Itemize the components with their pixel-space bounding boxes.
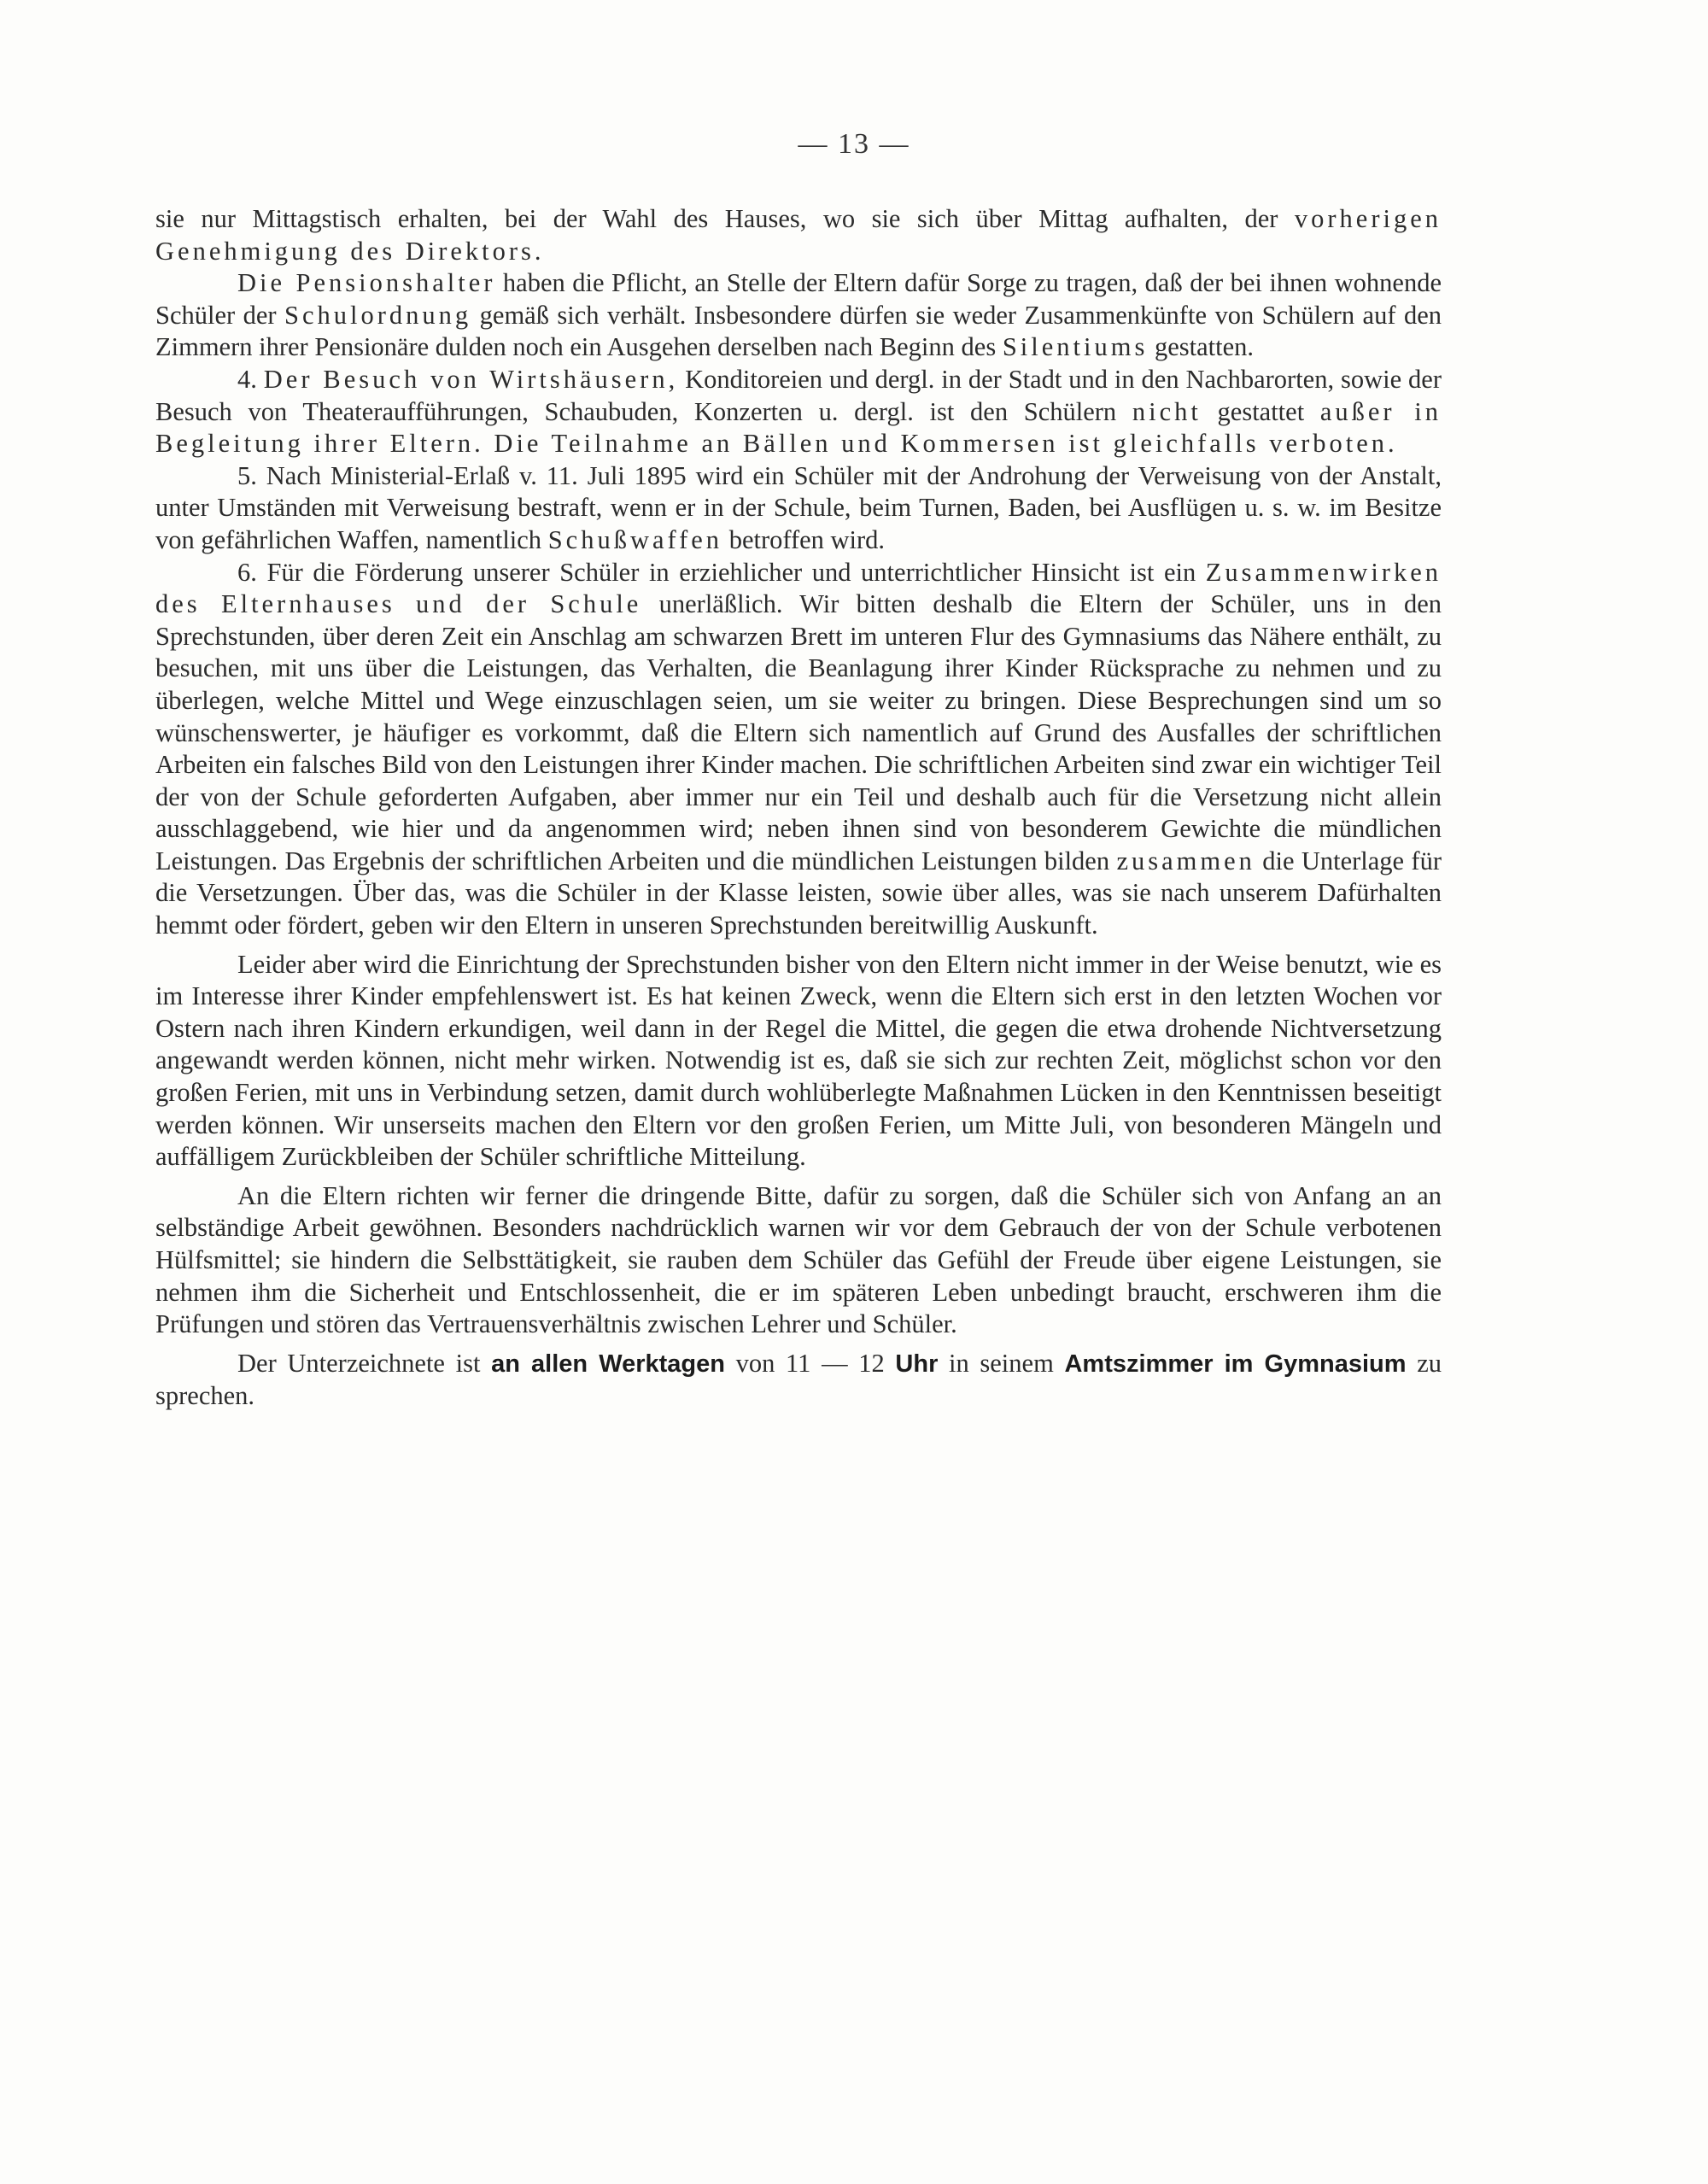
bold-text: Uhr — [895, 1350, 939, 1378]
spaced-text: Silentiums — [1002, 332, 1149, 362]
paragraph-gap — [155, 942, 1442, 949]
paragraph-5-ministerial-erlass — [155, 460, 1442, 557]
text-run: von 11 — 12 — [724, 1348, 896, 1378]
spaced-text: Schußwaffen — [547, 524, 723, 554]
text-run: gestattet — [1201, 396, 1320, 426]
paragraph-gap — [155, 1174, 1442, 1180]
text-run: Der Unterzeichnete ist — [237, 1348, 492, 1378]
paragraph-bitte: An die Eltern richten wir ferner die dringende Bitte, dafür zu sorgen, daß die Schüler sich von Anfang an an selbständige Arbeit gewöhnen. Besonders nachdrücklich warnen wir vor dem Gebrauch der von der Schule verbotenen Hülfsmittel; sie hindern die Selbsttätigkeit, sie rauben dem Schüler das Gefühl der Freude über eigene Leistungen, sie nehmen ihm die Sicherheit und Entschlossenheit, die er im späteren Leben unbedingt braucht, erschweren ihm die Prüfungen und stören das Vertrauensverhältnis zwischen Lehrer und Schüler. — [155, 1180, 1442, 1339]
text-run: die Unterlage für die Versetzungen. Über das, was die Schüler in der Klasse leisten, sowie über alles, was sie nach unserem Dafürhalten hemmt oder fördert, geben wir den Eltern in unseren Sprechstunden bereitwillig Auskunft. — [155, 846, 1442, 940]
spaced-text: Der Besuch von Wirtshäusern, — [263, 364, 679, 394]
text-run: gestatten. — [1148, 332, 1254, 362]
spaced-text: nicht — [1132, 396, 1202, 426]
spaced-text: vorherigen Genehmigung des Direktors. — [155, 204, 1442, 266]
text-run: betroffen wird. — [722, 524, 886, 554]
text-run: 6. Für die Förderung unserer Schüler in erziehlicher und unterrichtlicher Hinsicht ist ein — [237, 557, 1206, 587]
text-run: unerläßlich. Wir bitten deshalb die Eltern der Schüler, uns in den Sprechstunden, über deren Zeit ein Anschlag am schwarzen Brett im unteren Flur des Gymnasiums das Nähere enthält, zu besuchen, mit uns über die Leistungen, das Verhalten, die Beanlagung ihrer Kinder Rücksprache zu nehmen und zu überlegen, welche Mittel und Wege einzuschlagen seien, um sie weiter zu bringen. Diese Besprechungen sind um so wünschenswerter, je häufiger es vorkommt, daß die Eltern sich namentlich auf Grund des Ausfalles der schriftlichen Arbeiten ein falsches Bild von den Leistungen ihrer Kinder machen. Die schriftlichen Arbeiten sind zwar ein wichtiger Teil der von der Schule geforderten Aufgaben, aber immer nur ein Teil und deshalb auch für die Versetzung nicht allein ausschlaggebend, wie hier und da angenommen wird; neben ihnen sind von besonderem Gewichte die mündlichen Leistungen. Das Ergebnis der schriftlichen Arbeiten und die mündlichen Leistungen bilden — [155, 589, 1442, 875]
page-number: — 13 — — [798, 128, 910, 160]
paragraph-pensionshalter — [155, 267, 1442, 364]
text-run: 4. — [237, 364, 264, 394]
text-run: 5. Nach Ministerial-Erlaß v. 11. Juli 1895 wird ein Schüler mit der Androhung der Verweisung von der Anstalt, unter Umständen mit Verweisung bestraft, wenn er in der Schule, beim Turnen, Baden, bei Ausflügen u. s. w. im Besitze von gefährlichen Waffen, namentlich — [155, 460, 1442, 554]
paragraph-sprechstunden: Leider aber wird die Einrichtung der Sprechstunden bisher von den Eltern nicht immer in der Weise benutzt, wie es im Interesse ihrer Kinder empfehlenswert ist. Es hat keinen Zweck, wenn die Eltern sich erst in den letzten Wochen vor Ostern nach ihren Kindern erkundigen, weil dann in der Regel die Mittel, die gegen die etwa drohende Nichtversetzung angewandt werden können, nicht mehr wirken. Notwendig ist es, daß sie sich zur rechten Zeit, möglichst schon vor den großen Ferien, mit uns in Verbindung setzen, damit durch wohlüberlegte Maßnahmen Lücken in den Kenntnissen beseitigt werden können. Wir unserseits machen den Eltern vor den großen Ferien, um Mitte Juli, von besonderen Mängeln und auffälligem Zurückbleiben der Schüler schriftliche Mitteilung. — [155, 949, 1442, 1172]
text-run: gemäß sich verhält. Insbesondere dürfen sie weder Zusammenkünfte von Schülern auf den Zimmern ihrer Pensionäre dulden noch ein Ausgehen derselben nach Beginn des — [155, 300, 1442, 362]
spaced-text: Die Pensionshalter — [237, 268, 496, 298]
paragraph-6-foerderung — [155, 557, 1442, 942]
paragraph-4-wirtshaeuser — [155, 364, 1442, 460]
body-text — [155, 203, 1442, 1413]
spaced-text: außer in Begleitung ihrer Eltern. Die Teilnahme an Bällen und Kommersen ist gleichfalls verboten. — [155, 396, 1442, 459]
spaced-text: zusammen — [1116, 846, 1255, 875]
bold-text: Amtszimmer im Gymnasium — [1064, 1350, 1407, 1378]
paragraph-gap — [155, 1341, 1442, 1348]
text-run: in seinem — [938, 1348, 1065, 1378]
text-run: zu sprechen. — [155, 1348, 1442, 1411]
text-run: Konditoreien und dergl. in der Stadt und in den Nachbarorten, sowie der Besuch von Theateraufführungen, Schaubuden, Konzerten u. dergl. ist den Schülern — [155, 364, 1442, 426]
spaced-text: Schulordnung — [284, 300, 472, 330]
text-run: haben die Pflicht, an Stelle der Eltern dafür Sorge zu tragen, daß der bei ihnen wohnende Schüler der — [155, 268, 1442, 330]
text-run: sie nur Mittagstisch erhalten, bei der Wahl des Hauses, wo sie sich über Mittag aufhalten, der — [155, 204, 1295, 233]
bold-text: an allen Werktagen — [491, 1350, 725, 1378]
spaced-text: Zusammenwirken des Elternhauses und der Schule — [155, 557, 1442, 619]
paragraph-unterzeichnete — [155, 1348, 1442, 1413]
paragraph-pension-continuation — [155, 203, 1442, 267]
